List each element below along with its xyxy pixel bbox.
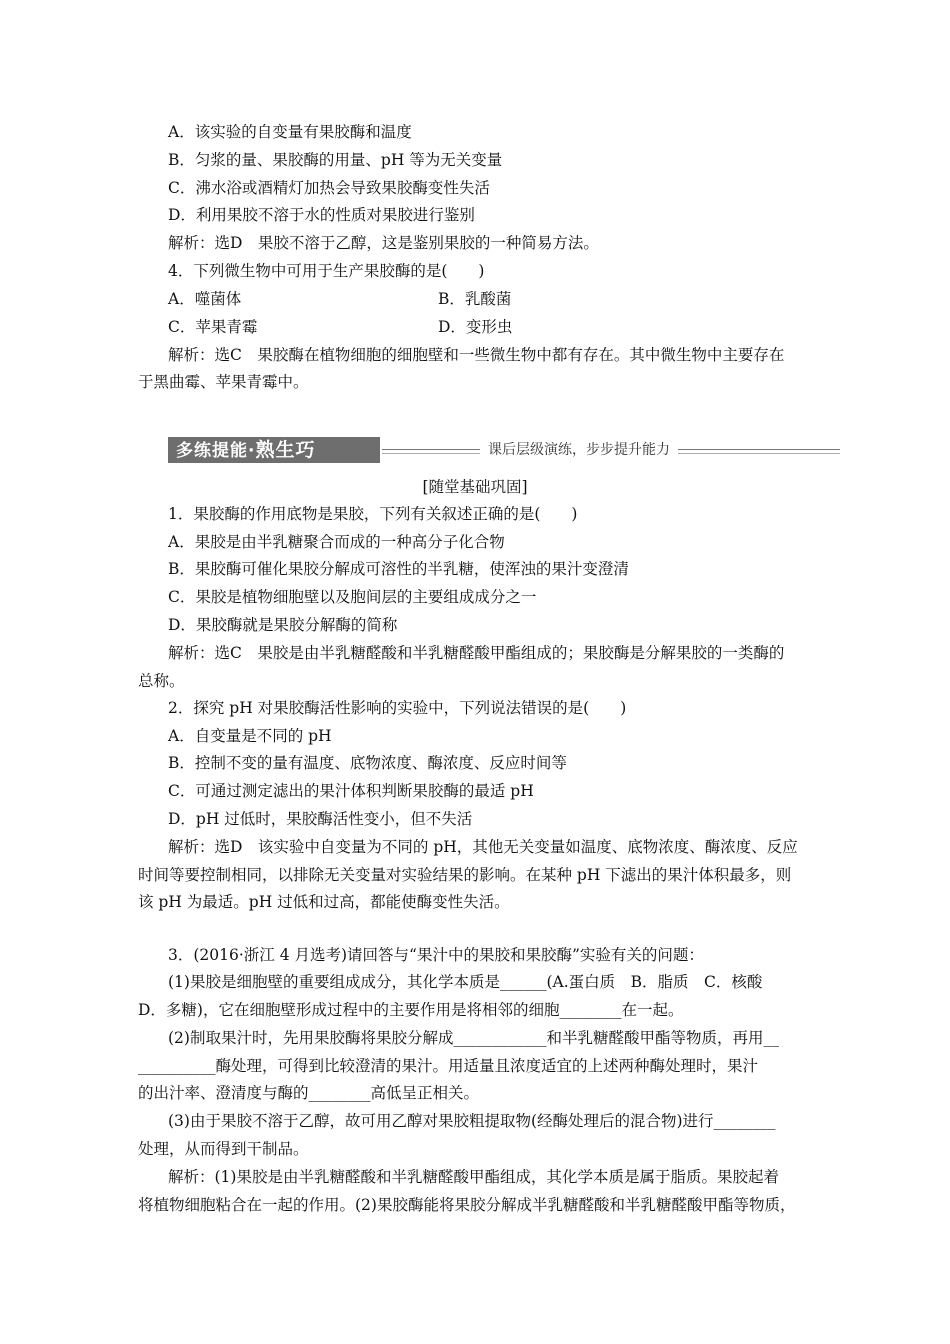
option-a: A．噬菌体 xyxy=(168,290,242,308)
subquestion-1: (1)果胶是细胞壁的重要组成成分，其化学本质是______(A.蛋白质 B．脂质 C．核酸 xyxy=(168,973,763,991)
analysis: 解析：(1)果胶是由半乳糖醛酸和半乳糖醛酸甲酯组成，其化学本质是属于脂质。果胶起着 xyxy=(168,1168,779,1186)
option-d: D．果胶酶就是果胶分解酶的简称 xyxy=(168,616,398,634)
option-c: C．沸水浴或酒精灯加热会导致果胶酶变性失活 xyxy=(168,179,490,197)
option-c: C．可通过测定滤出的果汁体积判断果胶酶的最适 pH xyxy=(168,782,534,800)
analysis-continued: 该 pH 为最适。pH 过低和过高，都能使酶变性失活。 xyxy=(138,893,510,911)
subquestion-2-continued: 的出汁率、澄清度与酶的________高低呈正相关。 xyxy=(138,1084,480,1102)
subquestion-2: (2)制取果汁时，先用果胶酶将果胶分解成____________和半乳糖醛酸甲酯等物质，再用__ xyxy=(168,1029,779,1047)
option-c: C．苹果青霉 xyxy=(168,318,258,336)
subquestion-3-continued: 处理，从而得到干制品。 xyxy=(138,1140,309,1158)
question-stem: 3．(2016·浙江 4 月选考)请回答与“果汁中的果胶和果胶酶”实验有关的问题： xyxy=(168,946,704,964)
subquestion-2-continued: __________酶处理，可得到比较澄清的果汁。用适量且浓度适宜的上述两种酶处理时，果汁 xyxy=(138,1057,759,1075)
option-d: D．利用果胶不溶于水的性质对果胶进行鉴别 xyxy=(168,206,475,224)
option-a: A．自变量是不同的 pH xyxy=(168,727,332,745)
subquestion-1-continued: D．多糖)，它在细胞壁形成过程中的主要作用是将相邻的细胞________在一起。 xyxy=(138,1001,684,1019)
question-stem: 1．果胶酶的作用底物是果胶，下列有关叙述正确的是( ) xyxy=(168,505,578,523)
option-b: B．匀浆的量、果胶酶的用量、pH 等为无关变量 xyxy=(168,151,503,169)
option-a: A．果胶是由半乳糖聚合而成的一种高分子化合物 xyxy=(168,533,505,551)
option-c: C．果胶是植物细胞壁以及胞间层的主要组成成分之一 xyxy=(168,588,537,606)
analysis: 解析：选D 果胶不溶于乙醇，这是鉴别果胶的一种简易方法。 xyxy=(168,234,599,252)
banner-subtitle: 课后层级演练，步步提升能力 xyxy=(480,437,678,463)
question-stem: 2．探究 pH 对果胶酶活性影响的实验中，下列说法错误的是( ) xyxy=(168,699,627,717)
banner-title xyxy=(168,437,380,463)
question-stem: 4．下列微生物中可用于生产果胶酶的是( ) xyxy=(168,262,485,280)
section-banner xyxy=(168,437,840,463)
analysis-continued: 时间等要控制相同，以排除无关变量对实验结果的影响。在某种 pH 下滤出的果汁体积最多，则 xyxy=(138,866,792,884)
option-b: B．控制不变的量有温度、底物浓度、酶浓度、反应时间等 xyxy=(168,754,567,772)
analysis: 解析：选C 果胶是由半乳糖醛酸和半乳糖醛酸甲酯组成的；果胶酶是分解果胶的一类酶的 xyxy=(168,644,785,662)
analysis-continued: 于黑曲霉、苹果青霉中。 xyxy=(138,373,309,391)
option-a: A．该实验的自变量有果胶酶和温度 xyxy=(168,123,412,141)
option-b: B．乳酸菌 xyxy=(438,290,512,308)
analysis-continued: 总称。 xyxy=(138,672,185,690)
banner-title-a: 多练提能· xyxy=(176,441,256,461)
analysis: 解析：选C 果胶酶在植物细胞的细胞壁和一些微生物中都有存在。其中微生物中主要存在 xyxy=(168,346,785,364)
banner-title-b: 熟生巧 xyxy=(255,439,316,461)
section-title: [随堂基础巩固] xyxy=(422,478,528,496)
option-b: B．果胶酶可催化果胶分解成可溶性的半乳糖，使浑浊的果汁变澄清 xyxy=(168,560,629,578)
analysis-continued: 将植物细胞粘合在一起的作用。(2)果胶酶能将果胶分解成半乳糖醛酸和半乳糖醛酸甲酯等物质， xyxy=(138,1196,796,1214)
subquestion-3: (3)由于果胶不溶于乙醇，故可用乙醇对果胶粗提取物(经酶处理后的混合物)进行________ xyxy=(168,1112,776,1130)
option-d: D．pH 过低时，果胶酶活性变小，但不失活 xyxy=(168,810,473,828)
option-d: D．变形虫 xyxy=(438,318,513,336)
analysis: 解析：选D 该实验中自变量为不同的 pH，其他无关变量如温度、底物浓度、酶浓度、反应 xyxy=(168,838,798,856)
